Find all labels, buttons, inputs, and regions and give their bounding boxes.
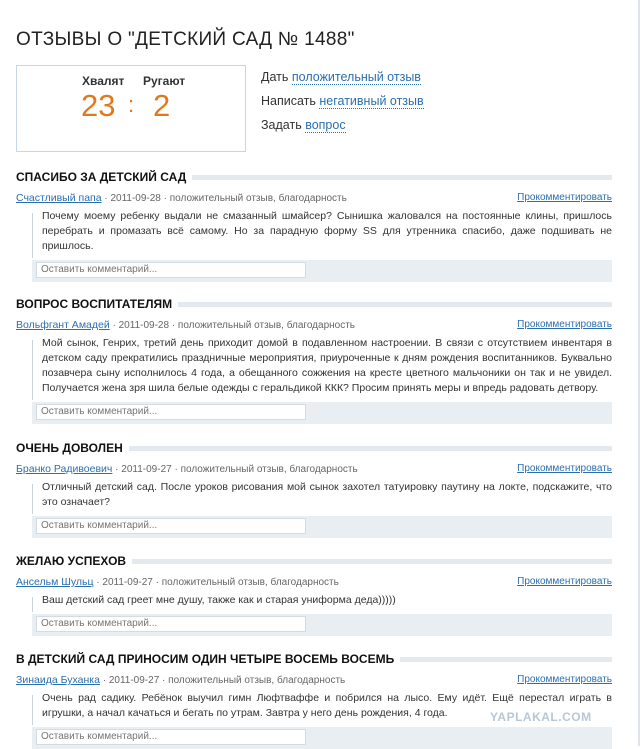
comment-link[interactable]: Прокомментировать	[517, 576, 612, 587]
quote-bar	[32, 484, 33, 514]
review-tags: положительный отзыв, благодарность	[168, 675, 346, 686]
review-date: 2011-09-27	[102, 577, 153, 588]
review-text: Мой сынок, Генрих, третий день приходит домой в подавленном настроении. В связи с отсутствием инвентаря в детском саду прекратились праздничные мероприятия, приуроченные к дням рождения воспитанников. Буквально позавчера сыну исполнилось 4 года, а обещанного сожжения на кресте цветного мальчоники он так и не увидел. Получается жена зря шила белые одежды с геральдикой ККК? Просим принять меры и впредь радовать детвору.	[42, 337, 612, 394]
review-meta: Бранко Радивоевич · 2011-09-27 · положительный отзыв, благодарность Прокомментировать	[16, 463, 612, 475]
action-positive-prefix: Дать	[261, 70, 289, 84]
praise-label: Хвалят	[82, 74, 125, 88]
action-positive	[261, 69, 424, 93]
review-item	[16, 296, 612, 424]
review-author-link[interactable]: Ансельм Шульц	[16, 576, 94, 588]
review-item	[16, 440, 612, 538]
score-separator: :	[128, 92, 135, 117]
scold-count: 2	[153, 88, 171, 123]
quote-bar	[32, 597, 33, 612]
quote-bar	[32, 213, 33, 258]
quote-bar	[32, 695, 33, 725]
write-negative-review-link[interactable]: негативный отзыв	[319, 94, 424, 108]
watermark: YAPLAKAL.COM	[490, 710, 592, 724]
action-negative	[261, 93, 424, 117]
review-author-link[interactable]: Бранко Радивоевич	[16, 463, 113, 475]
review-title: СПАСИБО ЗА ДЕТСКИЙ САД	[16, 169, 192, 185]
review-date: 2011-09-28	[118, 320, 170, 331]
review-title: ОЧЕНЬ ДОВОЛЕН	[16, 440, 129, 456]
review-text: Отличный детский сад. После уроков рисования мой сынок захотел татуировку паутину на локте, подскажите, что это означает?	[42, 481, 612, 508]
comment-link[interactable]: Прокомментировать	[517, 192, 612, 203]
review-tags: положительный отзыв, благодарность	[169, 193, 347, 204]
review-meta: Зинаида Буханка · 2011-09-27 · положительный отзыв, благодарность Прокомментировать	[16, 674, 612, 686]
review-tags: положительный отзыв, благодарность	[177, 320, 356, 331]
comment-input[interactable]	[36, 729, 306, 745]
score-box	[16, 65, 246, 152]
comment-input[interactable]	[36, 404, 306, 420]
review-title: ВОПРОС ВОСПИТАТЕЛЯМ	[16, 296, 178, 312]
review-title: В ДЕТСКИЙ САД ПРИНОСИМ ОДИН ЧЕТЫРЕ ВОСЕМЬ ВОСЕМЬ	[16, 651, 400, 667]
review-tags: положительный отзыв, благодарность	[161, 577, 339, 588]
review-author-link[interactable]: Зинаида Буханка	[16, 674, 100, 686]
review-title: ЖЕЛАЮ УСПЕХОВ	[16, 553, 132, 569]
comment-area	[32, 402, 612, 424]
review-author-link[interactable]: Счастливый папа	[16, 192, 102, 204]
comment-link[interactable]: Прокомментировать	[517, 463, 612, 474]
comment-area	[32, 260, 612, 282]
comment-link[interactable]: Прокомментировать	[517, 674, 612, 685]
comment-input[interactable]	[36, 262, 306, 278]
quote-bar	[32, 340, 33, 400]
review-meta: Вольфгант Амадей · 2011-09-28 · положительный отзыв, благодарность Прокомментировать	[16, 319, 612, 331]
review-tags: положительный отзыв, благодарность	[180, 464, 358, 475]
review-text: Почему моему ребенку выдали не смазанный шмайсер? Сынишка жаловался на постоянные клины, пришлось перебрать и промазать всё самому. Но за парадную форму SS для утренника спасибо, даже подшивать не пришлось.	[42, 210, 612, 252]
review-text: Ваш детский сад греет мне душу, также как и старая униформа деда)))))	[42, 594, 396, 606]
review-meta: Ансельм Шульц · 2011-09-27 · положительный отзыв, благодарность Прокомментировать	[16, 576, 612, 588]
action-question-prefix: Задать	[261, 118, 302, 132]
comment-area	[32, 516, 612, 538]
page-title: ОТЗЫВЫ О "ДЕТСКИЙ САД № 1488"	[16, 29, 355, 50]
review-author-link[interactable]: Вольфгант Амадей	[16, 319, 110, 331]
review-meta: Счастливый папа · 2011-09-28 · положительный отзыв, благодарность Прокомментировать	[16, 192, 612, 204]
scold-label: Ругают	[143, 74, 186, 88]
comment-link[interactable]: Прокомментировать	[517, 319, 612, 330]
review-item	[16, 553, 612, 636]
review-item	[16, 169, 612, 282]
action-question	[261, 117, 424, 141]
comment-input[interactable]	[36, 518, 306, 534]
review-item	[16, 651, 612, 749]
review-text: Очень рад садику. Ребёнок выучил гимн Люфтваффе и побрился на лысо. Ему идёт. Ещё перестал играть в игрушки, а начал качаться и бегать по утрам. Завтра у него день рождения, 4 года.	[42, 692, 612, 719]
give-positive-review-link[interactable]: положительный отзыв	[291, 70, 421, 84]
review-date: 2011-09-27	[108, 675, 160, 686]
praise-count: 23	[81, 88, 116, 123]
comment-area	[32, 614, 612, 636]
comment-input[interactable]	[36, 616, 306, 632]
review-actions	[261, 69, 424, 141]
ask-question-link[interactable]: вопрос	[305, 118, 346, 132]
action-negative-prefix: Написать	[261, 94, 316, 108]
review-date: 2011-09-27	[121, 464, 172, 475]
review-date: 2011-09-28	[110, 193, 161, 204]
